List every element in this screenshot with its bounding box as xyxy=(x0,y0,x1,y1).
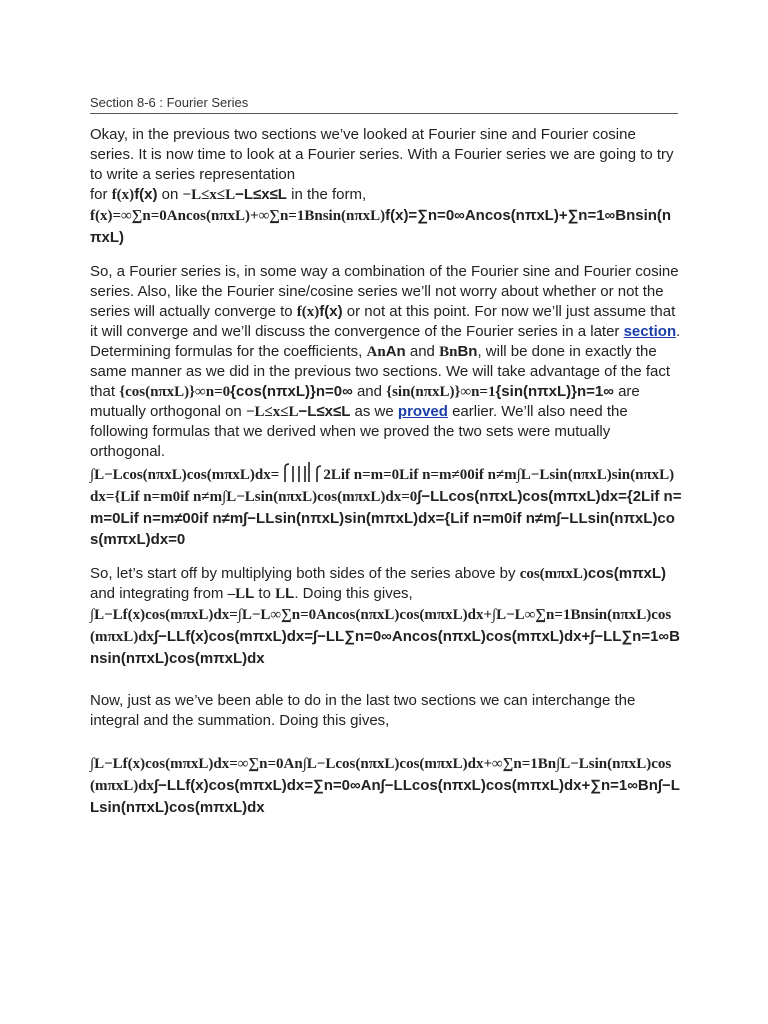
paragraph-orthogonal: that {cos(nπxL)}∞n=0{cos(nπxL)}n=0∞ and {sin(nπxL)}∞n=1{sin(nπxL)}n=1∞ are mutually orthogonal on −L≤x≤L−L≤x≤L as we proved earlier. We’ll also need the following formulas that we derived when we proved the two sets were mutually orthogonal. xyxy=(90,383,640,460)
equation-interchanged: ∫L−Lf(x)cos(mπxL)dx=∞∑n=0An∫L−Lcos(nπxL)cos(mπxL)dx+∞∑n=1Bn∫L−Lsin(nπxL)cos(mπxL)dx∫−LLf(x)cos(mπxL)dx=∑n=0∞An∫−LLcos(nπxL)cos(mπxL)dx+∑n=1∞Bn∫−LLsin(nπxL)cos(mπxL)dx xyxy=(90,756,680,816)
equation-integrated-series: ∫L−Lf(x)cos(mπxL)dx=∫L−L∞∑n=0Ancos(nπxL)cos(mπxL)dx+∫L−L∞∑n=1Bnsin(nπxL)cos(mπxL)dx∫−LLf(x)cos(mπxL)dx=∫−LL∑n=0∞Ancos(nπxL)cos(mπxL)dx+∫−LL∑n=1∞Bnsin(nπxL)cos(mπxL)dx xyxy=(90,607,680,667)
paragraph-interchange: Now, just as we’ve been able to do in the last two sections we can interchange the integral and the summation. Doing this gives, xyxy=(90,692,636,729)
math-fx-sans: f(x) xyxy=(134,186,158,203)
math-range-serif: −L≤x≤L xyxy=(182,187,236,203)
proved-link[interactable]: proved xyxy=(397,403,448,420)
equation-orthogonality: ∫L−Lcos(nπxL)cos(mπxL)dx= 2Lif n=m=0Lif n=m≠00if n≠m∫L−Lsin(nπxL)sin(nπxL)dx={Lif n=m0if n≠m∫L−Lsin(nπxL)cos(mπxL)dx=0∫−LLcos(nπxL)cos(mπxL)dx={2Lif n=m=0Lif n=m≠00if n≠m∫−LLsin(nπxL)sin(mπxL)dx={Lif n=m0if n≠m∫−LLsin(nπxL)cos(mπxL)dx=0 xyxy=(90,462,682,550)
paragraph-multiply: So, let’s start off by multiplying both sides of the series above by cos(mπxL)cos(mπxL) and integrating from –LL to LL. Doing this gives, xyxy=(90,565,667,602)
document-body xyxy=(90,125,682,818)
paragraph-convergence: So, a Fourier series is, in some way a combination of the Fourier sine and Fourier cosine series. Also, like the Fourier sine/cosine series we’ll not worry about whether or not the series will actually converge to f(x)f(x) or not at this point. For now we’ll just assume that it will converge and we’ll discuss the convergence of the Fourier series in a later section. xyxy=(90,263,681,340)
paragraph-coefficients: Determining formulas for the coefficients, AnAn and BnBn, will be done in exactly the same manner as we did in the previous two sections. We will take advantage of the fact xyxy=(90,343,671,380)
paragraph-intro: Okay, in the previous two sections we’ve looked at Fourier sine and Fourier cosine series. It is now time to look at a Fourier series. With a Fourier series we are going to try to write a series representation for f(x)f(x) on −L≤x≤L−L≤x≤L in the form, xyxy=(90,126,674,203)
piecewise-brace-icon xyxy=(279,462,323,484)
section-link[interactable]: section xyxy=(623,323,677,340)
math-range-sans: −L≤x≤L xyxy=(235,186,287,203)
equation-fourier-series: f(x)=∞∑n=0Ancos(nπxL)+∞∑n=1Bnsin(nπxL)f(x)=∑n=0∞Ancos(nπxL)+∑n=1∞Bnsin(nπxL) xyxy=(90,207,672,246)
math-fx-serif: f(x) xyxy=(111,187,135,203)
section-header: Section 8-6 : Fourier Series xyxy=(90,95,678,114)
